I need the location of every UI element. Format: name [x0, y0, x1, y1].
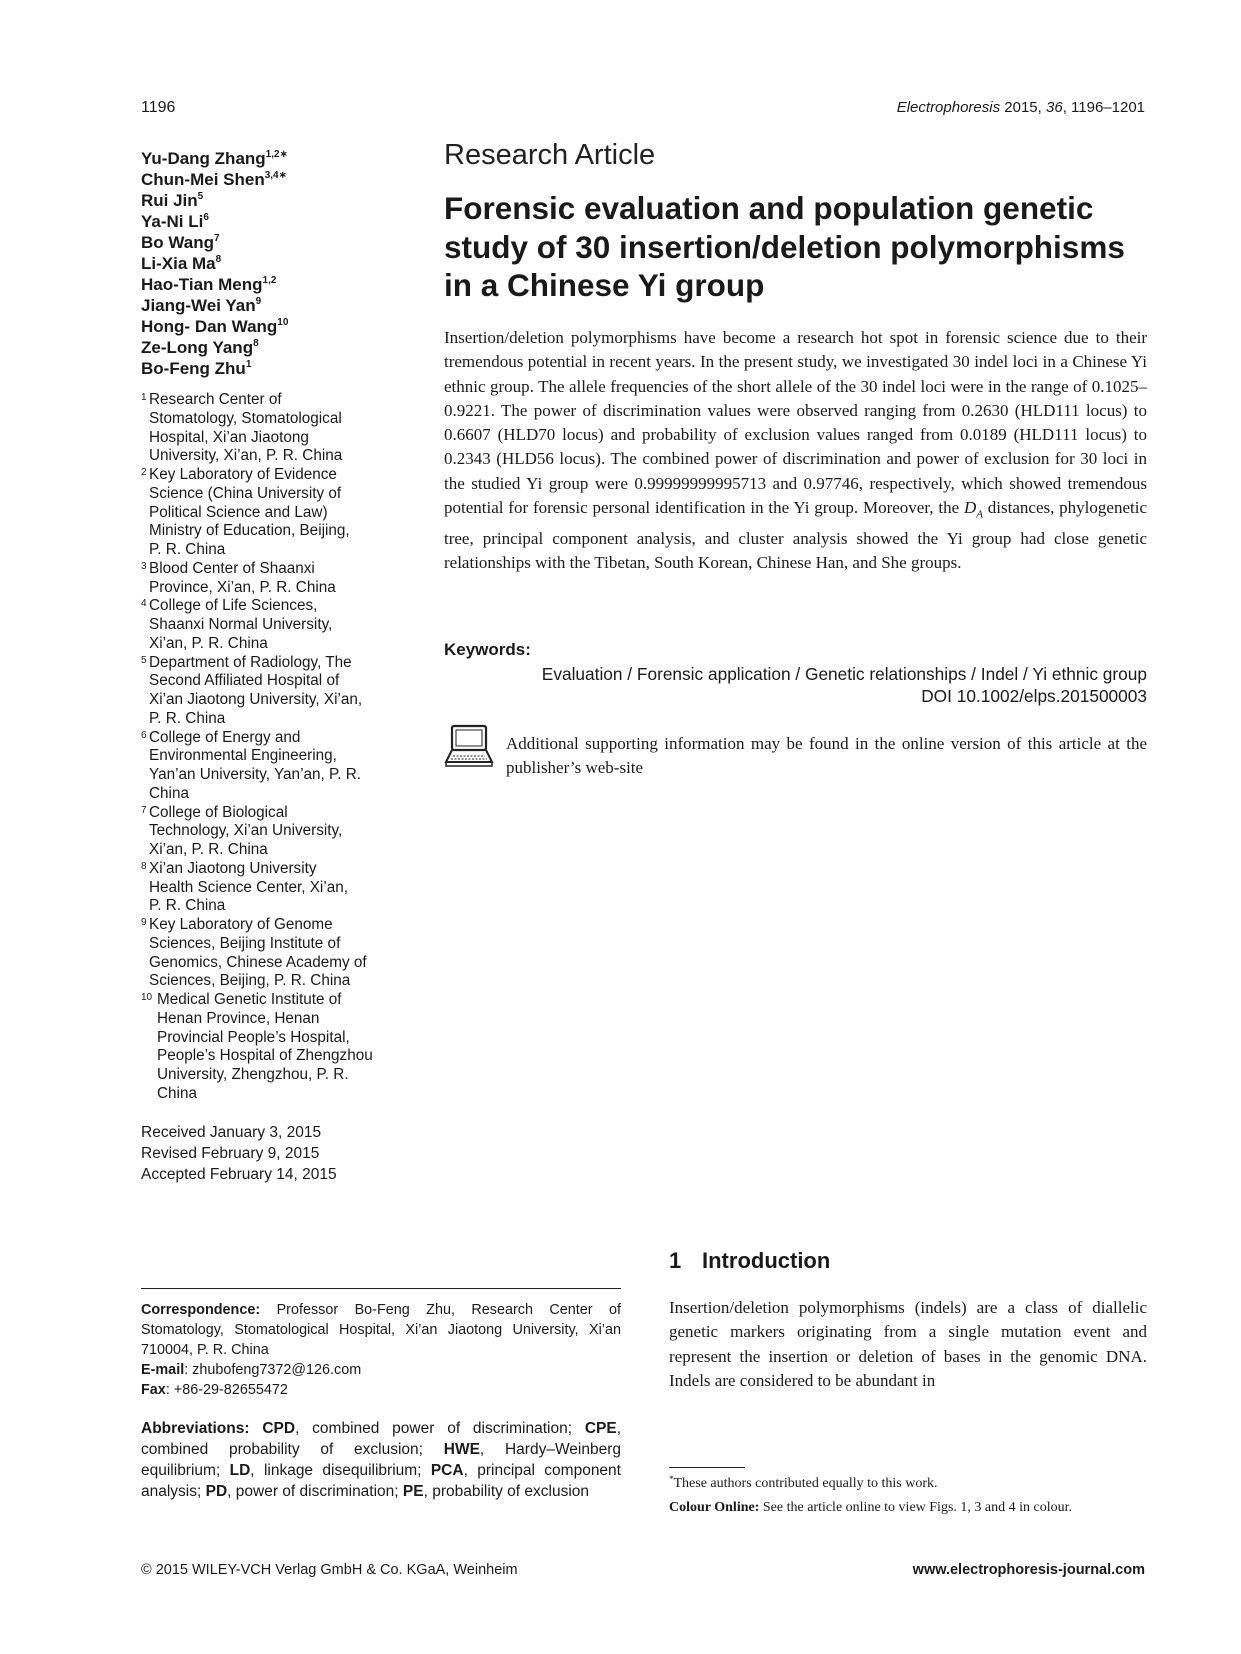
received-date: Received January 3, 2015	[141, 1124, 322, 1141]
affiliation-line: College of Life Sciences,	[149, 597, 318, 615]
affiliation-line: Yan’an University, Yan’an, P. R.	[149, 766, 362, 783]
affiliation-line: Political Science and Law)	[149, 503, 328, 521]
abstract: Insertion/deletion polymorphisms have become a research hot spot in forensic science due to their tremendous potential in recent years. In the present study, we investigated 30 indel loci in a Chinese Yi ethnic group. The allele frequencies of the short allele of the 30 indel loci were in the range of 0.1025–0.9221. The power of discrimination values were observed ranging from 0.2630 (HLD111 locus) to 0.6607 (HLD70 locus) and probability of exclusion values ranged from 0.0189 (HLD111 locus) to 0.2343 (HLD56 locus). The combined power of discrimination and power of exclusion for 30 loci in the studied Yi group were 0.99999999995713 and 0.97746, respectively, which showed tremendous potential for forensic personal identification in the Yi group. Moreover, the $D_A$ distances, phylogenetic tree, principal component analysis, and cluster analysis showed the Yi group had close genetic relationships with the Tibetan, South Korean, Chinese Han, and She groups.	[444, 328, 1147, 573]
affiliation-line: Xi’an Jiaotong University	[149, 859, 317, 877]
affiliation-line: Department of Radiology, The	[149, 653, 352, 671]
affiliation-line: College of Energy and	[149, 728, 301, 746]
affiliation-line: Medical Genetic Institute of	[157, 991, 342, 1008]
author-list	[141, 148, 401, 379]
author: Rui Jin$^5$	[141, 191, 204, 210]
affiliation-text	[149, 466, 411, 560]
supporting-info: Additional supporting information may be found in the online version of this article at the publisher’s web-site	[506, 734, 1147, 777]
affiliation-number: 4	[141, 598, 147, 610]
affiliation-line: Hospital, Xi’an Jiaotong	[149, 428, 309, 446]
footnote-colour-online: Colour Online: See the article online to view Figs. 1, 3 and 4 in colour.	[669, 1500, 1072, 1515]
article-type: Research Article	[444, 139, 656, 171]
affiliation-line: Sciences, Beijing Institute of	[149, 934, 341, 952]
accepted-date: Accepted February 14, 2015	[141, 1166, 337, 1183]
affiliation	[141, 597, 411, 653]
footnote-rule	[669, 1467, 745, 1468]
affiliation-line: Blood Center of Shaanxi	[149, 559, 315, 577]
affiliation-line: China	[149, 784, 189, 802]
affiliation-number: 9	[141, 917, 147, 928]
affiliation-text	[149, 729, 411, 804]
journal-pages: 1196–1201	[1071, 99, 1145, 116]
journal-volume: 36	[1046, 99, 1063, 116]
page-number: 1196	[141, 99, 176, 116]
affiliation-number: 3	[141, 560, 147, 572]
affiliation-line: Second Affiliated Hospital of	[149, 672, 340, 690]
affiliation-line: P. R. China	[149, 709, 226, 727]
correspondence: Correspondence: Professor Bo-Feng Zhu, Research Center of Stomatology, Stomatological Hospital, Xi’an Jiaotong University, Xi’an 710004, P. R. China E-mail: zhubofeng7372@126.com Fax: +86-29-82655472	[141, 1302, 621, 1398]
affiliation	[141, 991, 411, 1104]
affiliation-line: Key Laboratory of Genome	[149, 916, 333, 933]
author: Li-Xia Ma$^8$	[141, 254, 222, 273]
affiliation-text	[149, 860, 411, 916]
affiliation-line: Health Science Center, Xi’an,	[149, 878, 348, 896]
affiliation	[141, 466, 411, 560]
affiliation	[141, 804, 411, 860]
affiliation-line: Technology, Xi’an University,	[149, 822, 343, 840]
article-title: Forensic evaluation and population genetic study of 30 insertion/deletion polymorphisms in a Chinese Yi group	[444, 190, 1125, 303]
doi: DOI 10.1002/elps.201500003	[921, 686, 1147, 706]
affiliation-line: College of Biological	[149, 803, 288, 821]
affiliation-number: 6	[141, 729, 147, 741]
article-dates	[141, 1122, 337, 1185]
keywords-label: Keywords:	[444, 640, 531, 659]
affiliation	[141, 654, 411, 729]
affiliation-line: Xi’an Jiaotong University, Xi’an,	[149, 691, 363, 708]
affiliation-line: Henan Province, Henan	[157, 1009, 320, 1027]
affiliation-text	[149, 391, 411, 466]
affiliation	[141, 860, 411, 916]
affiliation	[141, 916, 411, 991]
author: Ya-Ni Li$^6$	[141, 212, 209, 231]
affiliation-number: 2	[141, 467, 147, 478]
affiliation-line: Genomics, Chinese Academy of	[149, 953, 367, 971]
journal-year: 2015	[1004, 99, 1038, 116]
affiliation-line: Province, Xi’an, P. R. China	[149, 578, 336, 596]
affiliation-line: Science (China University of	[149, 484, 342, 502]
introduction-text: Insertion/deletion polymorphisms (indels) are a class of diallelic genetic markers originating from a single mutation event and represent the insertion or deletion of bases in the genomic DNA. Indels are considered to be abundant in	[669, 1298, 1147, 1390]
affiliation-line: Xi’an, P. R. China	[149, 634, 268, 652]
keywords: Evaluation / Forensic application / Genetic relationships / Indel / Yi ethnic group	[541, 664, 1147, 684]
journal-name: Electrophoresis	[896, 99, 1001, 116]
author: Bo Wang$^7$	[141, 233, 220, 252]
affiliation-line: Ministry of Education, Beijing,	[149, 522, 350, 540]
revised-date: Revised February 9, 2015	[141, 1145, 320, 1162]
affiliation-text	[149, 654, 411, 729]
author: Hong- Dan Wang$^{10}$	[141, 317, 289, 336]
section-heading-introduction: 1 Introduction	[669, 1248, 831, 1273]
affiliation-number: 5	[141, 654, 147, 666]
affiliation-line: China	[157, 1084, 197, 1102]
affiliation-line: Sciences, Beijing, P. R. China	[149, 972, 351, 990]
author: Chun-Mei Shen$^{3,4∗}$	[141, 170, 287, 189]
affiliation-text	[149, 597, 411, 653]
affiliation-number: 1	[141, 392, 147, 403]
affiliation-text	[149, 804, 411, 860]
affiliation-line: P. R. China	[149, 897, 226, 915]
affiliation	[141, 729, 411, 804]
author: Jiang-Wei Yan$^9$	[141, 296, 262, 315]
author: Bo-Feng Zhu$^1$	[141, 359, 252, 378]
affiliation-line: P. R. China	[149, 541, 226, 558]
affiliation-number: 7	[141, 804, 147, 816]
affiliation-list	[141, 391, 411, 1104]
affiliation-line: Xi’an, P. R. China	[149, 841, 268, 858]
author: Hao-Tian Meng$^{1,2}$	[141, 275, 277, 294]
affiliation-line: Shaanxi Normal University,	[149, 616, 333, 633]
affiliation	[141, 391, 411, 466]
distance-symbol: $D_A$	[963, 498, 983, 521]
affiliation-line: Environmental Engineering,	[149, 747, 337, 765]
journal-website-link[interactable]: www.electrophoresis-journal.com	[912, 1562, 1145, 1578]
affiliation-number: 10	[141, 992, 153, 1003]
affiliation-line: University, Zhengzhou, P. R.	[157, 1066, 349, 1083]
journal-reference: Electrophoresis 2015, 36, 1196–1201	[896, 99, 1145, 116]
affiliation-text	[149, 560, 411, 598]
affiliation-line: University, Xi’an, P. R. China	[149, 447, 343, 465]
affiliation-line: People’s Hospital of Zhengzhou	[157, 1047, 373, 1065]
author: Yu-Dang Zhang$^{1,2∗}$	[141, 149, 288, 168]
correspondence-rule	[141, 1288, 621, 1289]
affiliation-line: Provincial People’s Hospital,	[157, 1028, 350, 1046]
affiliation	[141, 560, 411, 598]
affiliation-line: Stomatology, Stomatological	[149, 409, 342, 427]
author: Ze-Long Yang$^8$	[141, 338, 259, 357]
affiliation-number: 8	[141, 860, 147, 872]
computer-icon	[444, 724, 494, 768]
affiliation-line: Research Center of	[149, 391, 282, 408]
abbreviations: Abbreviations: CPD, combined power of discrimination; CPE, combined probability of exclusion; HWE, Hardy–Weinberg equilibrium; LD, linkage disequilibrium; PCA, principal component analysis; PD, power of discrimination; PE, probability of exclusion	[141, 1420, 622, 1500]
affiliation-line: Key Laboratory of Evidence	[149, 466, 337, 483]
email-address: : zhubofeng7372@126.com	[184, 1362, 362, 1378]
footnote-equal-contribution: *These authors contributed equally to this work.	[669, 1474, 938, 1491]
affiliation-text	[157, 991, 411, 1104]
copyright: © 2015 WILEY-VCH Verlag GmbH & Co. KGaA, Weinheim	[141, 1562, 518, 1578]
affiliation-text	[149, 916, 411, 991]
